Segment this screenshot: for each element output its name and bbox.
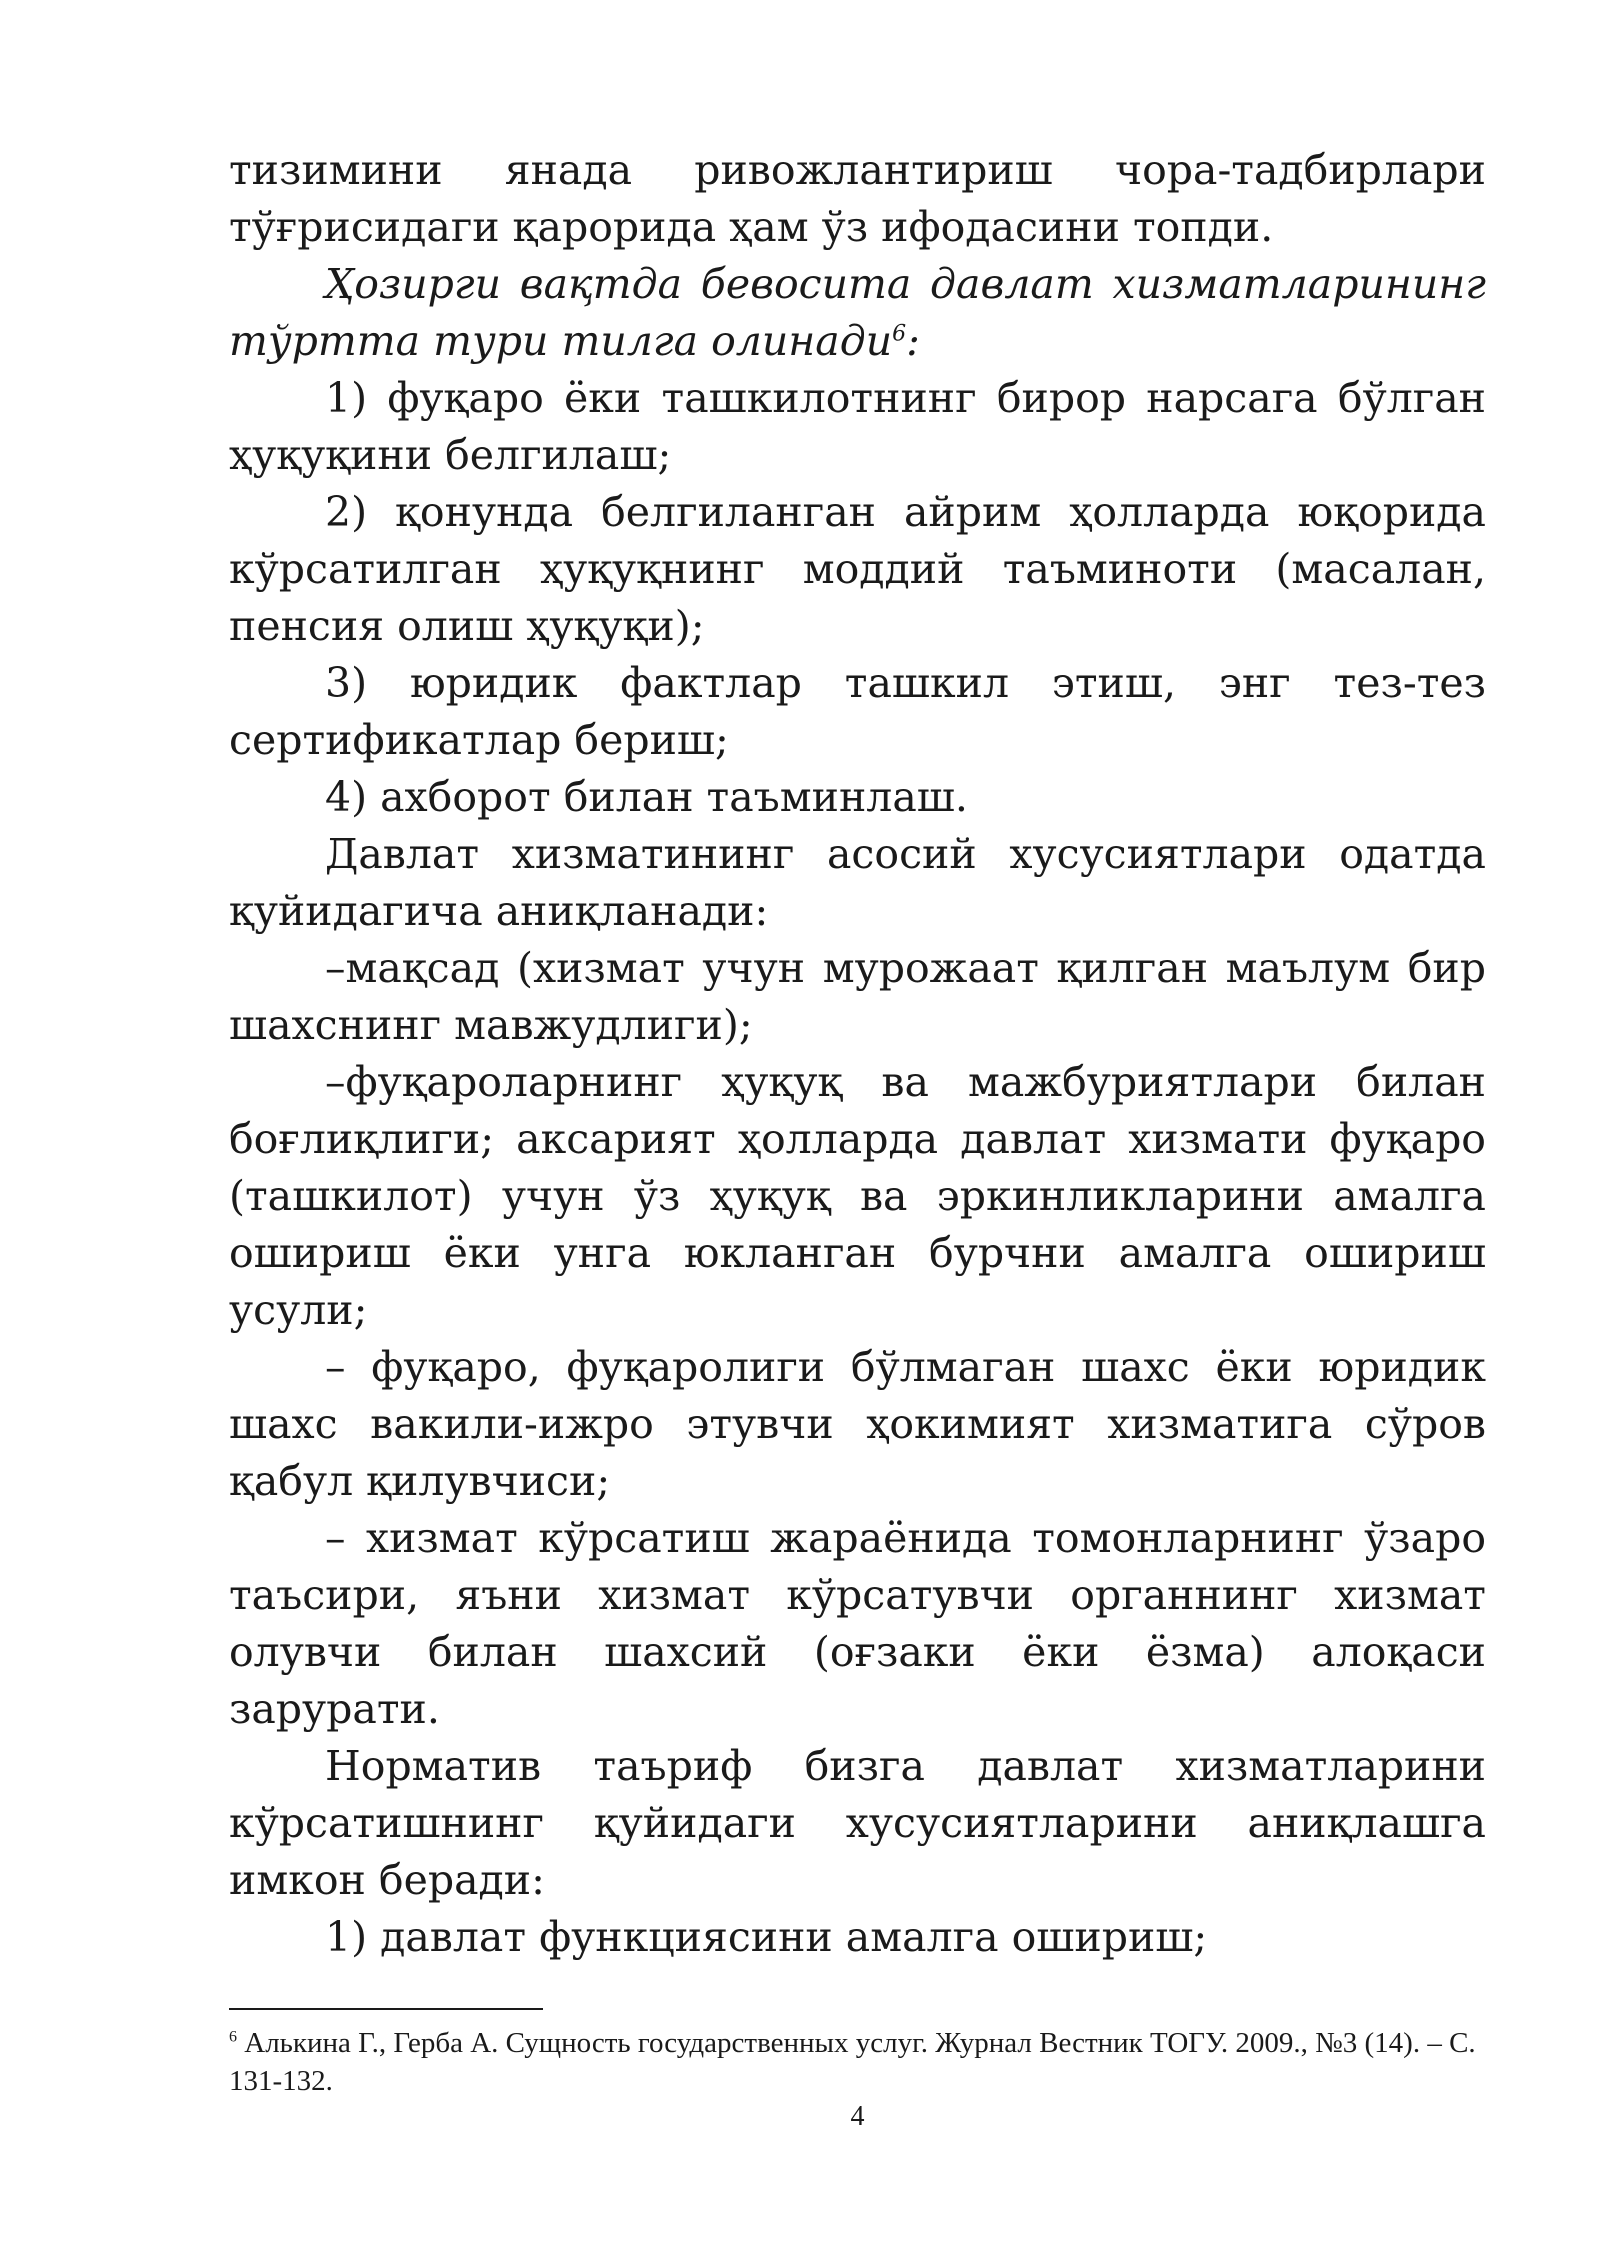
list-item-1: 1) фуқаро ёки ташкилотнинг бирор нарсага бўлган ҳуқуқини белгилаш; — [229, 374, 1486, 479]
page-number: 4 — [850, 2101, 865, 2132]
dash-item-purpose: –мақсад (хизмат учун мурожаат қилган маълум бир шахснинг мавжудлиги); — [229, 944, 1486, 1049]
dash-item-interaction: – хизмат кўрсатиш жараёнида томонларнинг ўзаро таъсири, яъни хизмат кўрсатувчи органнинг хизмат олувчи билан шахсий (оғзаки ёки ёзма) алоқаси зарурати. — [229, 1514, 1486, 1733]
dash-item-recipient: – фуқаро, фуқаролиги бўлмаган шахс ёки юридик шахс вакили-ижро этувчи ҳокимият хизматига сўров қабул қилувчиси; — [229, 1343, 1486, 1505]
paragraph-normative-definition: Норматив таъриф бизга давлат хизматларини кўрсатишнинг қуйидаги хусусиятларини аниқлашга имкон беради: — [229, 1742, 1486, 1904]
list-item-state-function: 1) давлат функциясини амалга ошириш; — [325, 1913, 1208, 1961]
list-item-3: 3) юридик фактлар ташкил этиш, энг тез-тез сертификатлар бериш; — [229, 659, 1486, 764]
list-item-4: 4) ахборот билан таъминлаш. — [325, 773, 968, 821]
list-item-2: 2) қонунда белгиланган айрим ҳолларда юқорида кўрсатилган ҳуқуқнинг моддий таъминоти (масалан, пенсия олиш ҳуқуқи); — [229, 488, 1486, 650]
italic-lead-text: Ҳозирги вақтда бевосита давлат хизматларининг тўртта тури тилга олинади — [229, 260, 1486, 365]
footnote-separator — [229, 2008, 543, 2010]
paragraph-italic-lead — [229, 256, 1486, 370]
dash-item-rights: –фуқароларнинг ҳуқуқ ва мажбуриятлари билан боғлиқлиги; аксарият ҳолларда давлат хизмати фуқаро (ташкилот) учун ўз ҳуқуқ ва эркинликларини амалга ошириш ёки унга юкланган бурчни амалга ошириш усули; — [229, 1058, 1486, 1334]
footnote-reference[interactable]: 6 — [892, 321, 907, 347]
italic-lead-colon: : — [906, 317, 920, 365]
body-text — [229, 142, 1486, 1966]
footnote-marker: 6 — [229, 2028, 237, 2046]
footnote — [229, 2024, 1486, 2100]
footnote-text: Алькина Г., Герба А. Сущность государственных услуг. Журнал Вестник ТОГУ. 2009., №3 (14). – С. 131-132. — [229, 2027, 1476, 2097]
paragraph-continuation: тизимини янада ривожлантириш чора-тадбирлари тўғрисидаги қарорида ҳам ўз ифодасини топди. — [229, 146, 1486, 251]
paragraph-features-intro: Давлат хизматининг асосий хусусиятлари одатда қуйидагича аниқланади: — [229, 830, 1486, 935]
